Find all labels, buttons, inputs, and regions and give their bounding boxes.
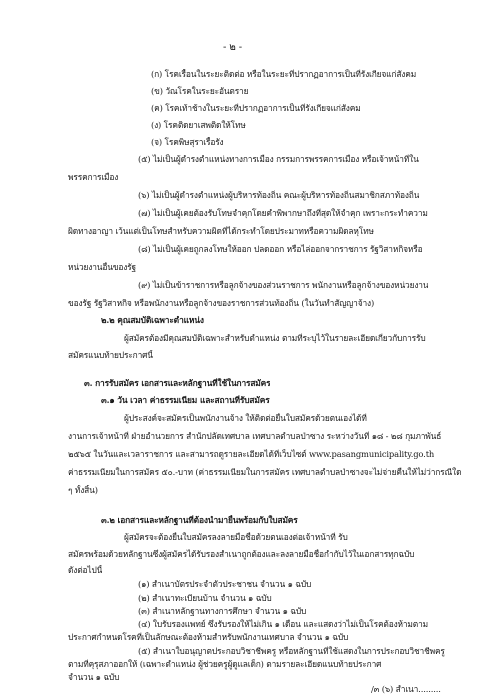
text-line: สมัครแนบท้ายประกาศนี้ <box>68 350 153 360</box>
text-line: (๔) ใบรับรองแพทย์ ซึ่งรับรองให้ไม่เกิน ๑ เดือน และแสดงว่าไม่เป็นโรคต้องห้ามตาม <box>138 619 429 630</box>
continuation-note: /๓ (๖) สำเนา......... <box>371 684 441 694</box>
text-line: ผู้สมัครจะต้องยื่นใบสมัครลงลายมือชื่อด้วยตนเองต่อเจ้าหน้าที่ รับ <box>124 532 348 542</box>
text-line: (๘) ไม่เป็นผู้เคยถูกลงโทษให้ออก ปลดออก หรือไล่ออกจากราชการ รัฐวิสาหกิจหรือ <box>138 244 423 254</box>
section-heading: ๓.๑ วัน เวลา ค่าธรรมเนียม และสถานที่รับสมัคร <box>101 395 270 405</box>
text-line: ๆ ทั้งสิ้น) <box>68 485 98 495</box>
section-heading: ๓. การรับสมัคร เอกสารและหลักฐานที่ใช้ในการสมัคร <box>84 378 271 388</box>
text-line: (๑) สำเนาบัตรประจำตัวประชาชน จำนวน ๑ ฉบับ <box>138 579 312 590</box>
text-line: ๒๕๖๕ ในวันและเวลาราชการ และสามารถดูรายละเอียดได้ที่เว็บไซต์ www.pasangmunicipality.go.th <box>68 449 435 459</box>
text-line: (๒) สำเนาทะเบียนบ้าน จำนวน ๑ ฉบับ <box>138 592 272 603</box>
text-line: (ง) โรคติดยาเสพติดให้โทษ <box>151 120 246 130</box>
text-line: ประกาศกำหนดโรคที่เป็นลักษณะต้องห้ามสำหรับพนักงานเทศบาล จำนวน ๑ ฉบับ <box>68 632 349 643</box>
text-line: (จ) โรคพิษสุราเรื้อรัง <box>151 137 224 147</box>
text-line: สมัครพร้อมด้วยหลักฐานซึ่งผู้สมัครได้รับรองสำเนาถูกต้องและลงลายมือชื่อกำกับไว้ในเอกสารทุกฉบับ <box>68 549 415 559</box>
text-line: ผู้สมัครต้องมีคุณสมบัติเฉพาะสำหรับตำแหน่ง ตามที่ระบุไว้ในรายละเอียดเกี่ยวกับการรับ <box>124 333 426 343</box>
text-line: ค่าธรรมเนียมในการสมัคร ๕๐.-บาท (ค่าธรรมเนียมในการสมัคร เทศบาลตำบลป่าซางจะไม่จ่ายคืนให้ไม่ว่ากรณีใด <box>68 467 462 477</box>
text-line: (๖) ไม่เป็นผู้ดำรงตำแหน่งผู้บริหารท้องถิ่น คณะผู้บริหารท้องถิ่นสมาชิกสภาท้องถิ่น <box>138 190 420 200</box>
text-line: (๙) ไม่เป็นข้าราชการหรือลูกจ้างของส่วนราชการ พนักงานหรือลูกจ้างของหน่วยงาน <box>138 280 429 290</box>
text-line: (ก) โรคเรื้อนในระยะติดต่อ หรือในระยะที่ปรากฏอาการเป็นที่รังเกียจแก่สังคม <box>151 69 417 79</box>
page-number: - ๒ - <box>223 42 242 53</box>
section-heading: ๓.๒ เอกสารและหลักฐานที่ต้องนำมายื่นพร้อมกับใบสมัคร <box>101 515 298 525</box>
text-line: (๓) สำเนาหลักฐานทางการศึกษา จำนวน ๑ ฉบับ <box>138 605 307 616</box>
text-line: ดังต่อไปนี้ <box>68 564 103 575</box>
text-line: ผู้ประสงค์จะสมัครเป็นพนักงานจ้าง ให้ติดต่อยื่นใบสมัครด้วยตนเองได้ที่ <box>124 413 367 423</box>
text-line: (ค) โรคเท้าช้างในระยะที่ปรากฏอาการเป็นที่รังเกียจแก่สังคม <box>151 103 361 113</box>
text-line: ผิดทางอาญา เว้นแต่เป็นโทษสำหรับความผิดที่ได้กระทำโดยประมาทหรือความผิดลหุโทษ <box>68 226 374 236</box>
text-line: (ข) วัณโรคในระยะอันตราย <box>151 86 249 96</box>
text-line: (๗) ไม่เป็นผู้เคยต้องรับโทษจำคุกโดยคำพิพากษาถึงที่สุดให้จำคุก เพราะกระทำความ <box>138 208 428 218</box>
text-line: (๕) สำเนาใบอนุญาตประกอบวิชาชีพครู หรือหลักฐานที่ใช้แสดงในการประกอบวิชาชีพครู <box>138 645 445 656</box>
text-line: ตามที่คุรุสภาออกให้ (เฉพาะตำแหน่ง ผู้ช่วยครูผู้ดูแลเด็ก) ตามรายละเอียดแนบท้ายประกาศ <box>68 658 382 669</box>
text-line: (๕) ไม่เป็นผู้ดำรงตำแหน่งทางการเมือง กรรมการพรรคการเมือง หรือเจ้าหน้าที่ใน <box>138 154 419 164</box>
text-line: หน่วยงานอื่นของรัฐ <box>68 262 136 272</box>
text-line: พรรคการเมือง <box>68 172 119 182</box>
text-line: จำนวน ๑ ฉบับ <box>68 672 120 682</box>
section-heading: ๒.๒ คุณสมบัติเฉพาะตำแหน่ง <box>101 315 204 325</box>
text-line: งานการเจ้าหน้าที่ ฝ่ายอำนวยการ สำนักปลัดเทศบาล เทศบาลตำบลป่าซาง ระหว่างวันที่ ๑๘ - ๒๘ กุมภาพันธ์ <box>68 431 442 441</box>
text-line: ของรัฐ รัฐวิสาหกิจ หรือพนักงานหรือลูกจ้างของราชการส่วนท้องถิ่น (ในวันทำสัญญาจ้าง) <box>68 298 375 308</box>
